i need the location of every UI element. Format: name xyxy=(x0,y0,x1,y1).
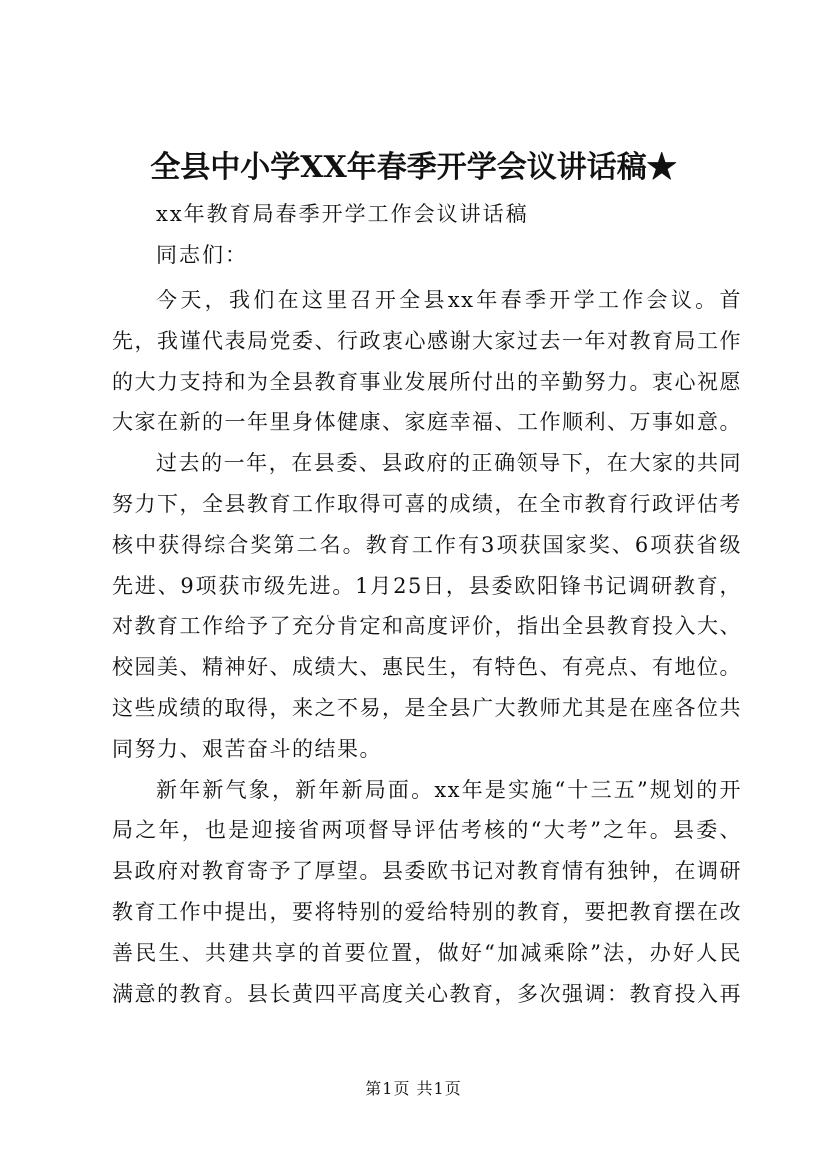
greeting-line: 同志们： xyxy=(156,243,248,267)
paragraph-2: 过去的一年，在县委、县政府的正确领导下，在大家的共同努力下，全县教育工作取得可喜的成绩，在全市教育行政评估考核中获得综合奖第二名。教育工作有3项获国家奖、6项获省级先进、9项获市级先进。1月25日，县委欧阳锋书记调研教育，对教育工作给予了充分肯定和高度评价，指出全县教育投入大、校园美、精神好、成绩大、惠民生，有特色、有亮点、有地位。这些成绩的取得，来之不易，是全县广大教师尤其是在座各位共同努力、艰苦奋斗的结果。 xyxy=(112,451,742,761)
document-title: 全县中小学XX年春季开学会议讲话稿★ xyxy=(150,150,677,185)
page-number-footer: 第1页 共1页 xyxy=(365,1079,462,1098)
paragraph-3: 新年新气象，新年新局面。xx年是实施“十三五”规划的开局之年，也是迎接省两项督导评估考核的“大考”之年。县委、县政府对教育寄予了厚望。县委欧书记对教育情有独钟，在调研教育工作中提出，要将特别的爱给特别的教育，要把教育摆在改善民生、共建共享的首要位置，做好“加减乘除”法，办好人民满意的教育。县长黄四平高度关心教育，多次强调：教育投入再 xyxy=(112,777,742,1006)
document-subtitle: xx年教育局春季开学工作会议讲话稿 xyxy=(156,202,529,226)
document-body xyxy=(112,280,742,1014)
paragraph-1: 今天，我们在这里召开全县xx年春季开学工作会议。首先，我谨代表局党委、行政衷心感谢大家过去一年对教育局工作的大力支持和为全县教育事业发展所付出的辛勤努力。衷心祝愿大家在新的一年里身体健康、家庭幸福、工作顺利、万事如意。 xyxy=(112,288,742,435)
